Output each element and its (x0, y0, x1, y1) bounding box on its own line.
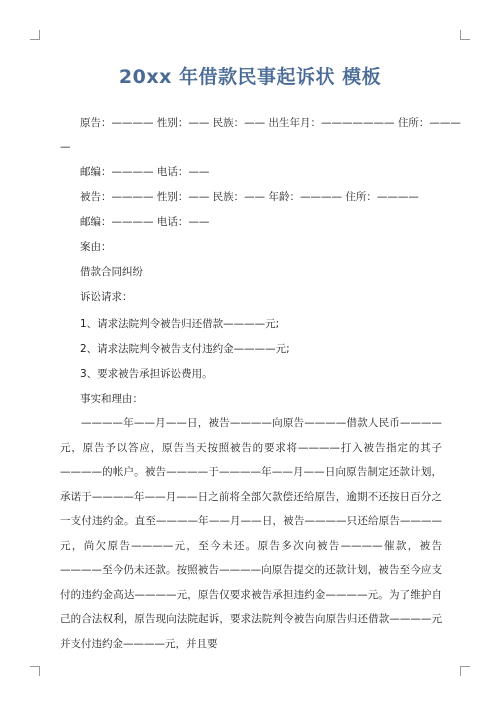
cause-label: 案由： (80, 241, 112, 253)
document-title: 20xx 年借款民事起诉状 模板 (118, 66, 382, 88)
plaintiff-info-continued: — (60, 141, 71, 153)
facts-label: 事实和理由： (80, 393, 143, 405)
defendant-contact: 邮编：———— 电话：—— (80, 216, 210, 228)
facts-paragraph: ————年——月——日，被告————向原告————借款人民币————元，原告予以答应，原告当天按照被告的要求将————打入被告指定的其子————的帐户。被告————于————年——月——日向原告制定还款计划，承诺于————年——月——日之前将全部欠款偿还给原告，逾期不还按日百分之一支付违约金。直至————年——月——日，被告————只还给原告————元，尚欠原告————元，至今未还。原告多次向被告————催款，被告————至今仍未还款。按照被告————向原告提交的还款计划，被告至今应支付的违约金高达————元，原告仅要求被告承担违约金————元。为了维护自己的合法权利，原告现向法院起诉，要求法院判令被告向原告归还借款————元并支付违约金————元，并且要 (60, 417, 442, 650)
claim-item-2: 2、请求法院判令被告支付违约金————元; (80, 343, 290, 355)
plaintiff-contact: 邮编：———— 电话：—— (80, 166, 210, 178)
corner-mark-top-right (460, 30, 470, 40)
claim-item-3: 3、要求被告承担诉讼费用。 (80, 368, 213, 380)
claim-item-1: 1、请求法院判令被告归还借款————元; (80, 318, 280, 330)
defendant-info: 被告：———— 性别：—— 民族：—— 年龄：———— 住所：———— (80, 191, 419, 203)
cause-text: 借款合同纠纷 (80, 266, 143, 278)
corner-mark-bottom-left (30, 666, 40, 676)
plaintiff-info: 原告：———— 性别：—— 民族：—— 出生年月：——————— 住所：——— (80, 117, 461, 129)
corner-mark-bottom-right (460, 666, 470, 676)
claims-label: 诉讼请求： (80, 291, 133, 303)
corner-mark-top-left (30, 30, 40, 40)
